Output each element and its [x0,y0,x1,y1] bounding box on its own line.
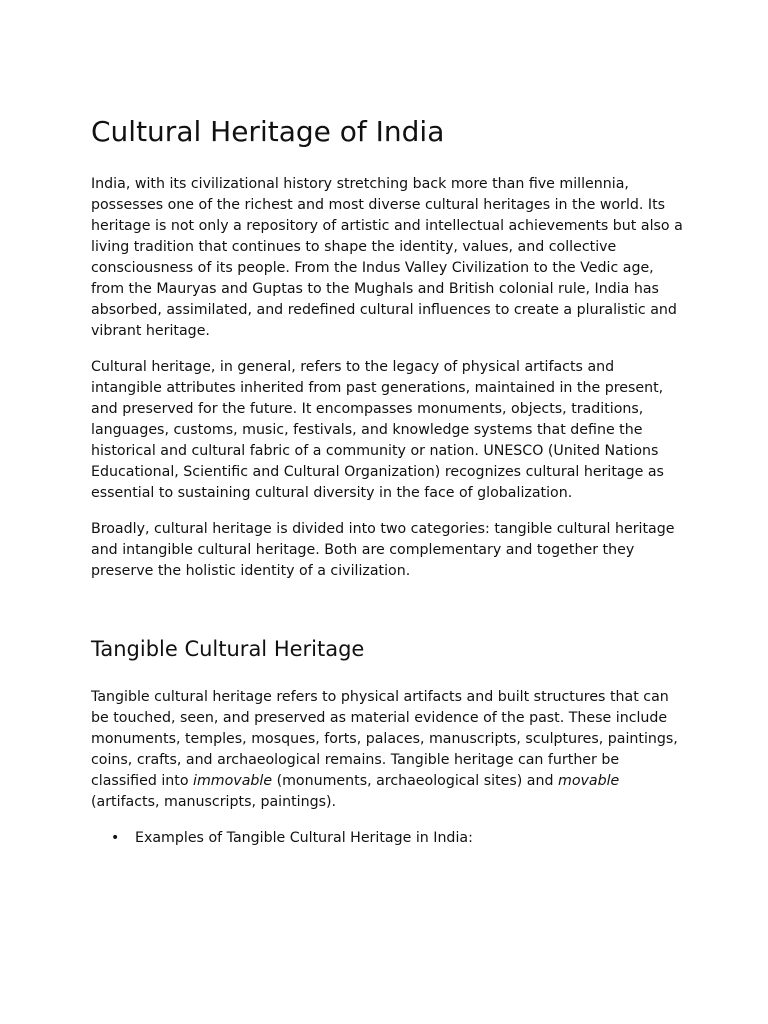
examples-bullet-list [91,828,686,849]
intro-paragraph-1: India, with its civilizational history stretching back more than five millennia, possesses one of the richest and most diverse cultural heritages in the world. Its heritage is not only a repository of artistic and intellectual achievements but also a living tradition that continues to shape the identity, values, and collective consciousness of its people. From the Indus Valley Civilization to the Vedic age, from the Mauryas and Guptas to the Mughals and British colonial rule, India has absorbed, assimilated, and redefined cultural influences to create a pluralistic and vibrant heritage. [91,176,683,339]
document-page [91,112,686,849]
section-heading-tangible: Tangible Cultural Heritage [91,637,365,661]
list-item [91,828,686,849]
bullet-icon: • [111,830,120,846]
bullet-text: Examples of Tangible Cultural Heritage in India: [135,830,473,846]
document-title: Cultural Heritage of India [91,115,445,148]
tangible-paragraph [91,687,686,813]
tangible-paragraph-text-3: (artifacts, manuscripts, paintings). [91,794,337,810]
immovable-term: immovable [193,773,273,789]
tangible-paragraph-text-2: (monuments, archaeological sites) and [272,773,558,789]
intro-paragraph-2: Cultural heritage, in general, refers to the legacy of physical artifacts and intangible attributes inherited from past generations, maintained in the present, and preserved for the future. It encompasses monuments, objects, traditions, languages, customs, music, festivals, and knowledge systems that define the historical and cultural fabric of a community or nation. UNESCO (United Nations Educational, Scientific and Cultural Organization) recognizes cultural heritage as essential to sustaining cultural diversity in the face of globalization. [91,359,664,501]
intro-paragraph-3: Broadly, cultural heritage is divided into two categories: tangible cultural heritage and intangible cultural heritage. Both are complementary and together they preserve the holistic identity of a civilization. [91,521,675,579]
tangible-paragraph-text-1: Tangible cultural heritage refers to physical artifacts and built structures that can be touched, seen, and preserved as material evidence of the past. These include monuments, temples, mosques, forts, palaces, manuscripts, sculptures, paintings, coins, crafts, and archaeological remains. Tangible heritage can further be classified into [91,689,678,789]
movable-term: movable [558,773,620,789]
